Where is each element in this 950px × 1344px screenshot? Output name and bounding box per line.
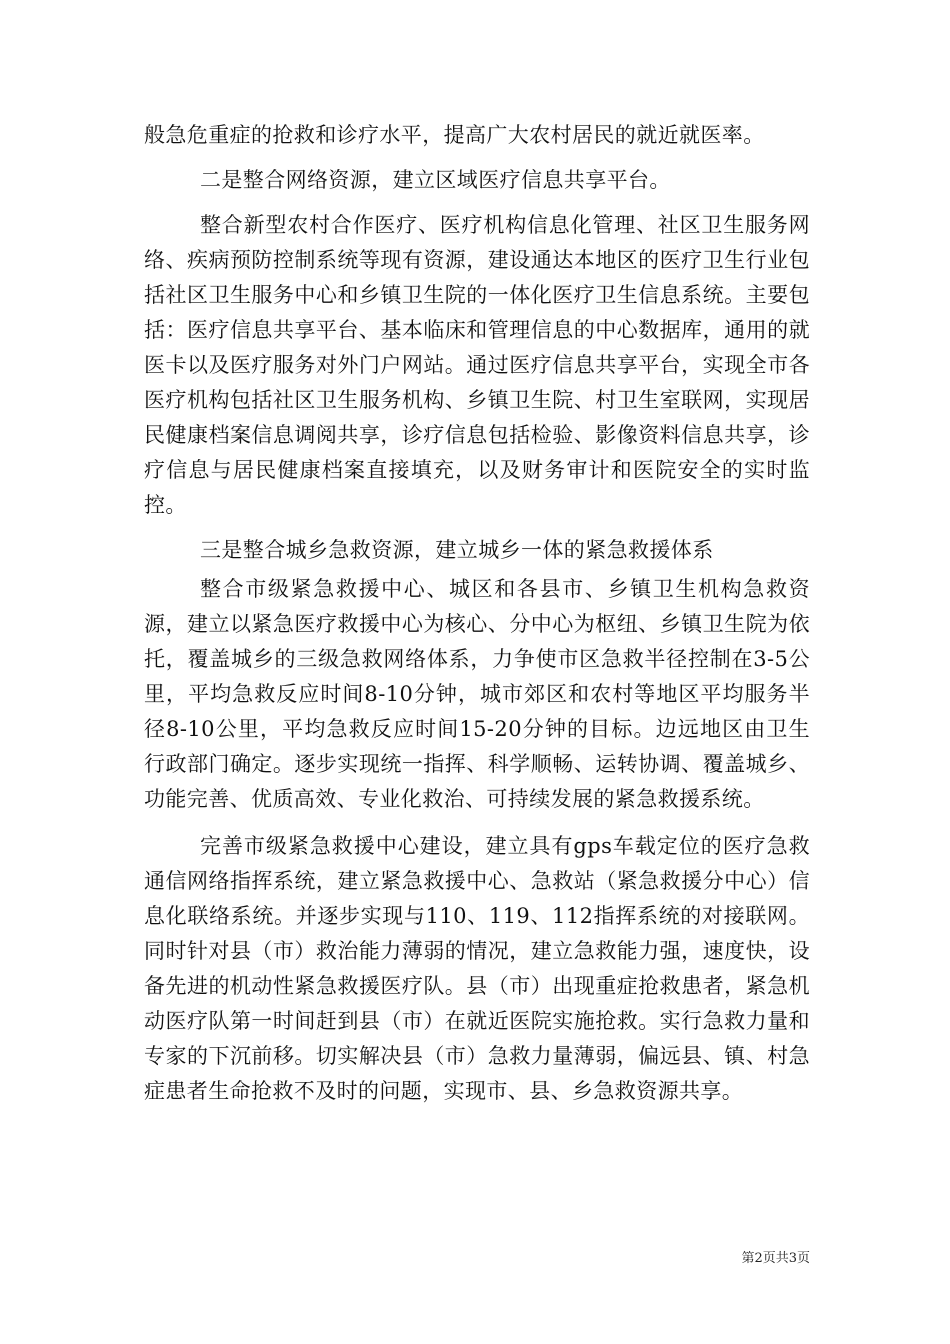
document-body [144, 118, 810, 1109]
paragraph-info-platform: 整合新型农村合作医疗、医疗机构信息化管理、社区卫生服务网络、疾病预防控制系统等现有资源，建设通达本地区的医疗卫生行业包括社区卫生服务中心和乡镇卫生院的一体化医疗卫生信息系统。主要包括：医疗信息共享平台、基本临床和管理信息的中心数据库，通用的就医卡以及医疗服务对外门户网站。通过医疗信息共享平台，实现全市各医疗机构包括社区卫生服务机构、乡镇卫生院、村卫生室联网，实现居民健康档案信息调阅共享，诊疗信息包括检验、影像资料信息共享，诊疗信息与居民健康档案直接填充，以及财务审计和医院安全的实时监控。 [144, 213, 810, 517]
paragraph-emergency-network: 整合市级紧急救援中心、城区和各县市、乡镇卫生机构急救资源，建立以紧急医疗救援中心为核心、分中心为枢纽、乡镇卫生院为依托，覆盖城乡的三级急救网络体系，力争使市区急救半径控制在3-5公里，平均急救反应时间8-10分钟，城市郊区和农村等地区平均服务半径8-10公里，平均急救反应时间15-20分钟的目标。边远地区由卫生行政部门确定。逐步实现统一指挥、科学顺畅、运转协调、覆盖城乡、功能完善、优质高效、专业化救治、可持续发展的紧急救援系统。 [144, 577, 810, 811]
page-number-footer: 第2页共3页 [741, 1251, 810, 1266]
paragraph-emergency-center: 完善市级紧急救援中心建设，建立具有gps车载定位的医疗急救通信网络指挥系统，建立紧急救援中心、急救站（紧急救援分中心）信息化联络系统。并逐步实现与110、119、112指挥系统的对接联网。同时针对县（市）救治能力薄弱的情况，建立急救能力强，速度快，设备先进的机动性紧急救援医疗队。县（市）出现重症抢救患者，紧急机动医疗队第一时间赶到县（市）在就近医院实施抢救。实行急救力量和专家的下沉前移。切实解决县（市）急救力量薄弱，偏远县、镇、村急症患者生命抢救不及时的问题，实现市、县、乡急救资源共享。 [144, 834, 810, 1103]
section-heading-emergency-resources: 三是整合城乡急救资源，建立城乡一体的紧急救援体系 [200, 538, 714, 562]
section-heading-network-resources: 二是整合网络资源，建立区域医疗信息共享平台。 [200, 168, 671, 192]
paragraph-continuation: 般急危重症的抢救和诊疗水平，提高广大农村居民的就近就医率。 [144, 123, 765, 147]
